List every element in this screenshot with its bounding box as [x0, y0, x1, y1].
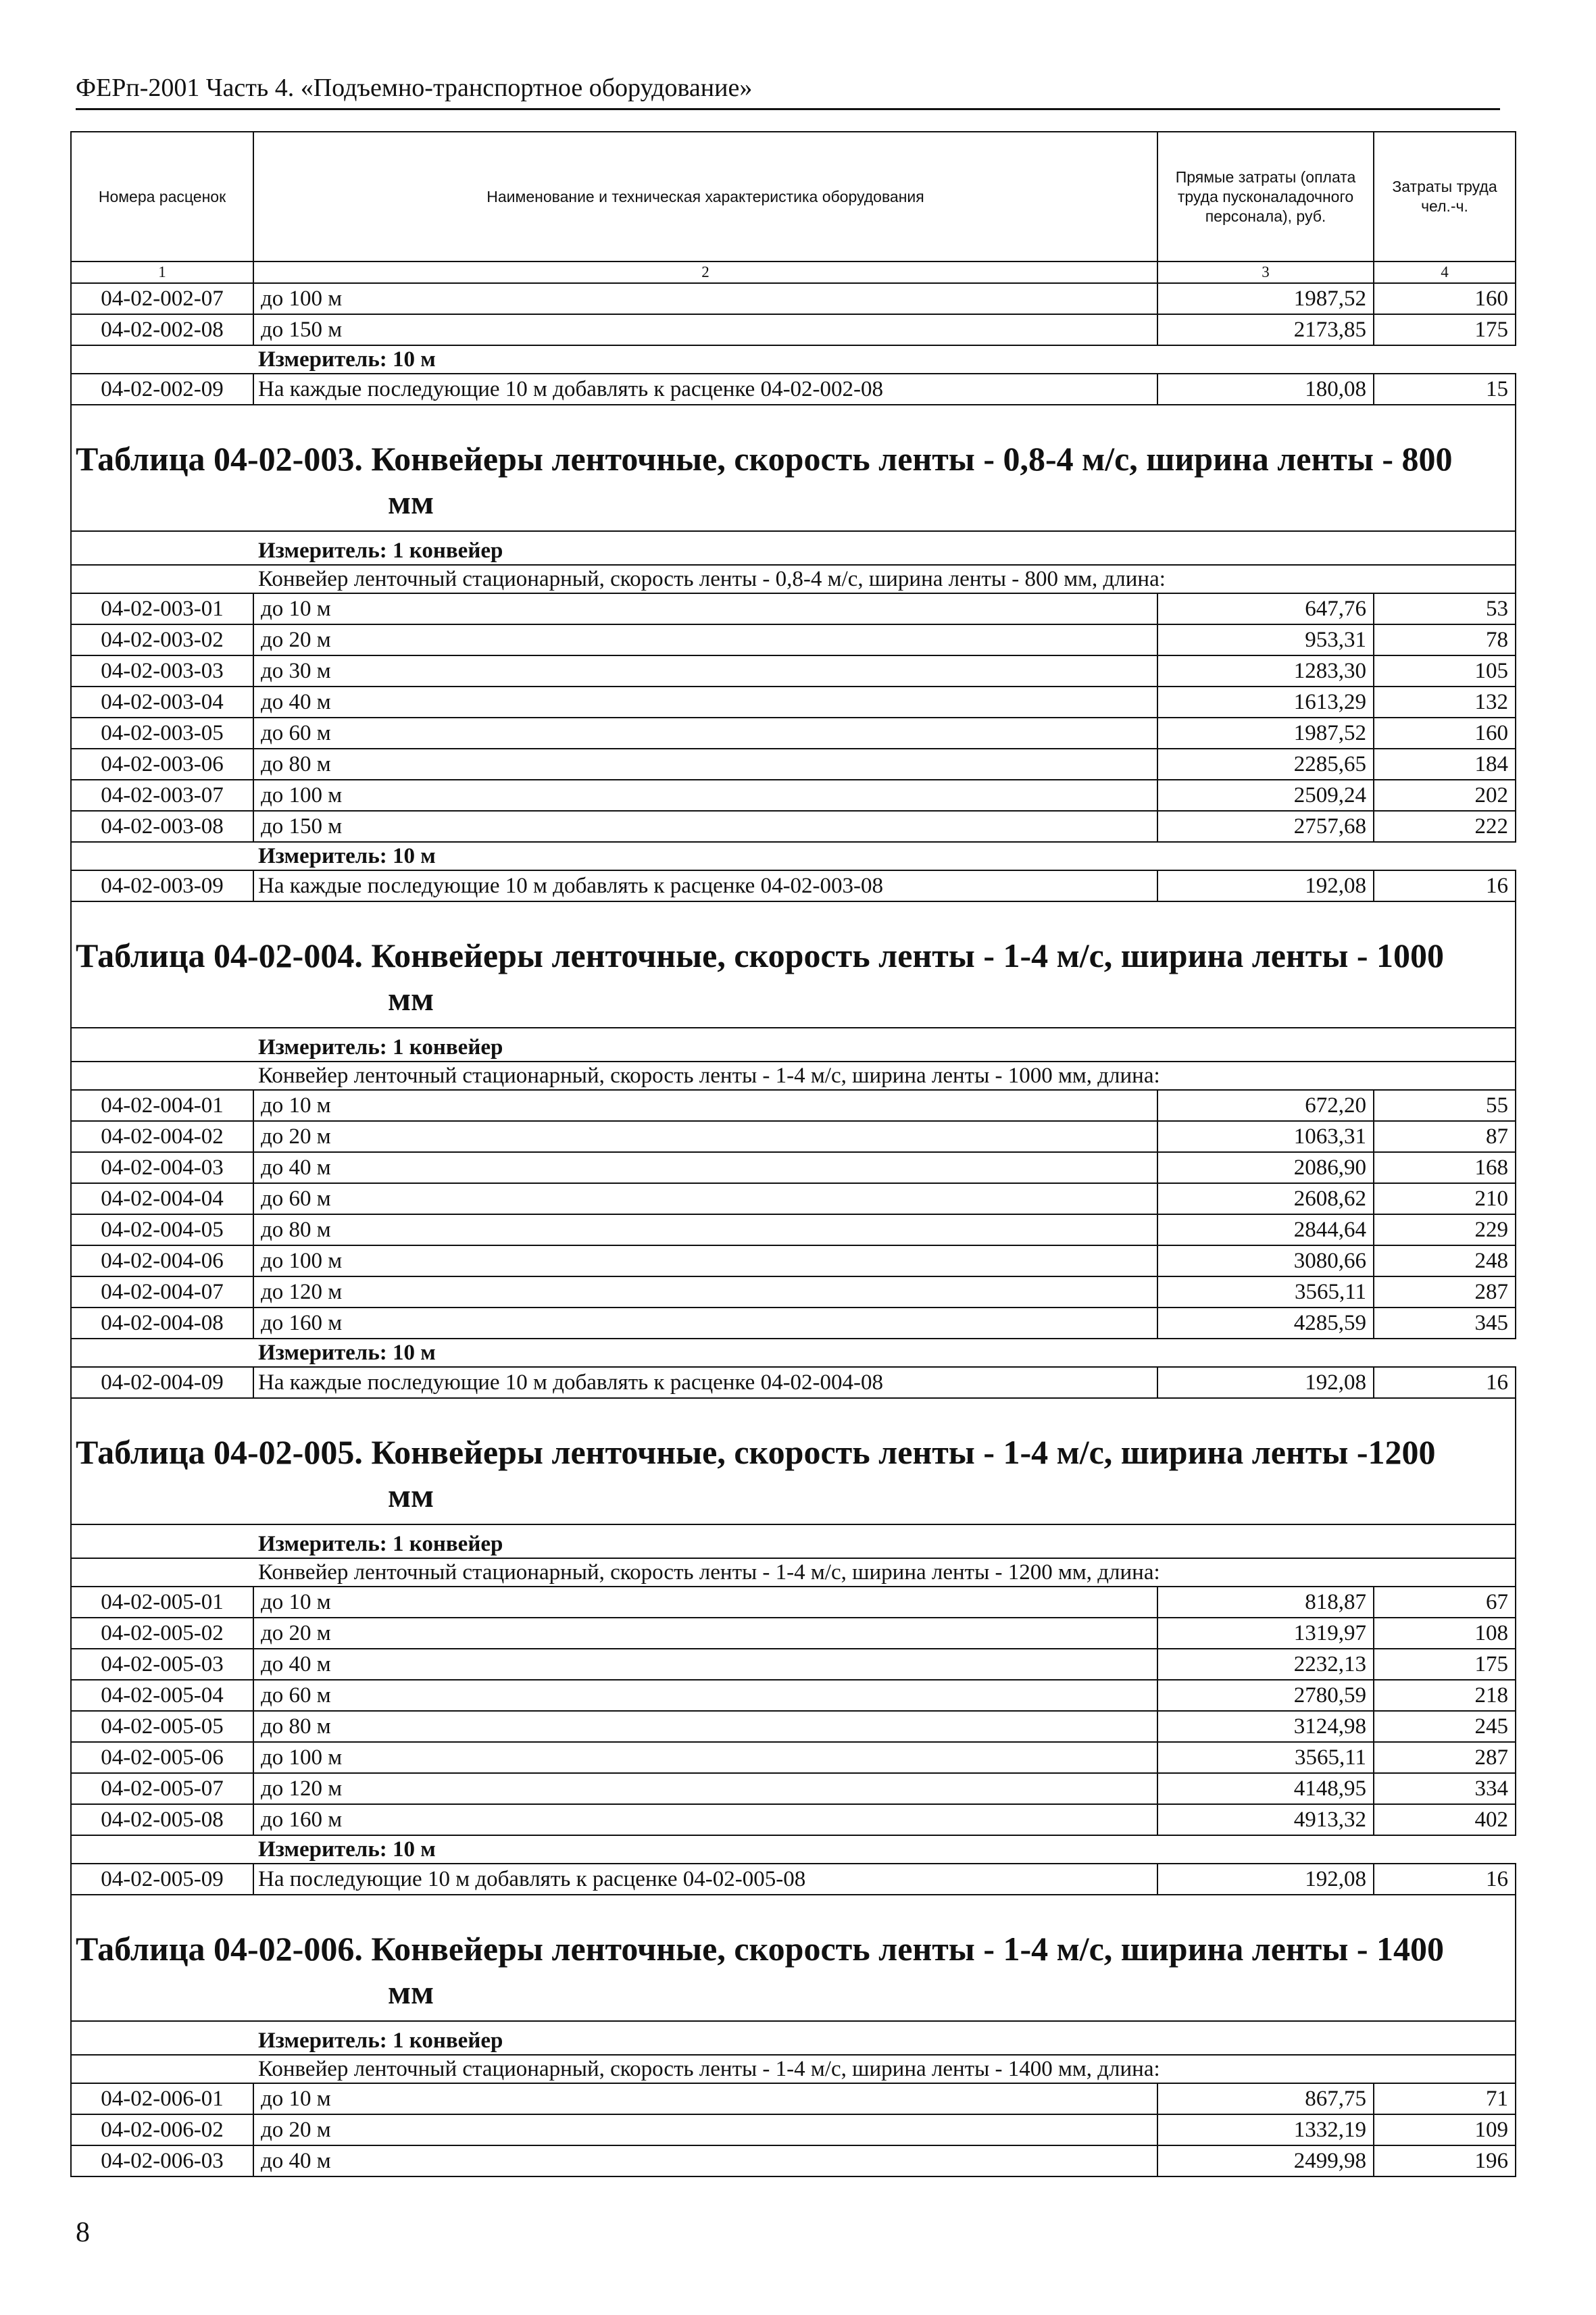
rate-code: 04-02-003-08 — [71, 811, 253, 842]
measure-label: Измеритель: 10 м — [71, 1835, 1516, 1864]
table-row — [71, 1121, 1516, 1152]
table-title-line: Таблица 04-02-005. Конвейеры ленточные, скорость ленты - 1-4 м/с, ширина ленты -1200 — [76, 1433, 1436, 1471]
description-row — [71, 2055, 1516, 2083]
rate-code: 04-02-005-05 — [71, 1711, 253, 1742]
rate-code: 04-02-005-08 — [71, 1804, 253, 1835]
equipment-name: до 40 м — [253, 1649, 1157, 1680]
measure-label: Измеритель: 1 конвейер — [71, 1028, 1516, 1062]
table-row — [71, 1804, 1516, 1835]
equipment-name: до 10 м — [253, 1587, 1157, 1618]
labor-cost: 175 — [1374, 314, 1516, 345]
table-title-row — [71, 405, 1516, 531]
column-header-code: Номера расценок — [71, 132, 253, 262]
labor-cost: 53 — [1374, 593, 1516, 624]
table-row — [71, 1711, 1516, 1742]
measure-label: Измеритель: 1 конвейер — [71, 531, 1516, 565]
table-row — [71, 1308, 1516, 1339]
rate-code: 04-02-005-07 — [71, 1773, 253, 1804]
labor-cost: 287 — [1374, 1276, 1516, 1308]
table-title-unit: мм — [388, 483, 434, 521]
direct-cost: 2173,85 — [1157, 314, 1374, 345]
direct-cost: 192,08 — [1157, 1367, 1374, 1398]
column-header-labor: Затраты труда чел.-ч. — [1374, 132, 1516, 262]
equipment-name: до 150 м — [253, 811, 1157, 842]
table-title-unit: мм — [388, 1476, 434, 1514]
table-row — [71, 1152, 1516, 1183]
table-row — [71, 1245, 1516, 1276]
direct-cost: 2285,65 — [1157, 749, 1374, 780]
rate-code: 04-02-003-03 — [71, 655, 253, 687]
labor-cost: 108 — [1374, 1618, 1516, 1649]
rate-code: 04-02-006-02 — [71, 2114, 253, 2145]
labor-cost: 16 — [1374, 1367, 1516, 1398]
table-description: Конвейер ленточный стационарный, скорость ленты - 1-4 м/с, ширина ленты - 1400 мм, длина: — [71, 2055, 1516, 2083]
direct-cost: 1319,97 — [1157, 1618, 1374, 1649]
rate-code: 04-02-005-06 — [71, 1742, 253, 1773]
measure-label: Измеритель: 10 м — [71, 1339, 1516, 1367]
equipment-name: до 10 м — [253, 1090, 1157, 1121]
measure-label: Измеритель: 1 конвейер — [71, 1524, 1516, 1558]
labor-cost: 67 — [1374, 1587, 1516, 1618]
equipment-name: На каждые последующие 10 м добавлять к расценке 04-02-003-08 — [253, 870, 1157, 901]
labor-cost: 196 — [1374, 2145, 1516, 2176]
equipment-name: до 20 м — [253, 624, 1157, 655]
labor-cost: 160 — [1374, 718, 1516, 749]
measure-row — [71, 531, 1516, 565]
table-title-row — [71, 1398, 1516, 1524]
labor-cost: 334 — [1374, 1773, 1516, 1804]
measure-row — [71, 2021, 1516, 2055]
rate-code: 04-02-003-07 — [71, 780, 253, 811]
equipment-name: до 120 м — [253, 1773, 1157, 1804]
direct-cost: 2757,68 — [1157, 811, 1374, 842]
equipment-name: до 150 м — [253, 314, 1157, 345]
equipment-name: до 80 м — [253, 1711, 1157, 1742]
labor-cost: 105 — [1374, 655, 1516, 687]
labor-cost: 160 — [1374, 283, 1516, 314]
table-row — [71, 749, 1516, 780]
direct-cost: 672,20 — [1157, 1090, 1374, 1121]
labor-cost: 16 — [1374, 870, 1516, 901]
rate-code: 04-02-005-01 — [71, 1587, 253, 1618]
rate-code: 04-02-002-07 — [71, 283, 253, 314]
labor-cost: 222 — [1374, 811, 1516, 842]
labor-cost: 218 — [1374, 1680, 1516, 1711]
measure-label: Измеритель: 10 м — [71, 842, 1516, 870]
labor-cost: 184 — [1374, 749, 1516, 780]
labor-cost: 109 — [1374, 2114, 1516, 2145]
measure-row — [71, 345, 1516, 374]
column-number: 4 — [1374, 262, 1516, 283]
equipment-name: На каждые последующие 10 м добавлять к расценке 04-02-002-08 — [253, 374, 1157, 405]
column-number: 1 — [71, 262, 253, 283]
rate-code: 04-02-004-04 — [71, 1183, 253, 1214]
description-row — [71, 565, 1516, 593]
column-header-row — [71, 132, 1516, 262]
direct-cost: 2499,98 — [1157, 2145, 1374, 2176]
labor-cost: 16 — [1374, 1864, 1516, 1895]
labor-cost: 248 — [1374, 1245, 1516, 1276]
labor-cost: 71 — [1374, 2083, 1516, 2114]
labor-cost: 210 — [1374, 1183, 1516, 1214]
equipment-name: до 80 м — [253, 1214, 1157, 1245]
rate-code: 04-02-003-09 — [71, 870, 253, 901]
rate-code: 04-02-002-08 — [71, 314, 253, 345]
direct-cost: 2086,90 — [1157, 1152, 1374, 1183]
labor-cost: 87 — [1374, 1121, 1516, 1152]
direct-cost: 1987,52 — [1157, 283, 1374, 314]
page-header: ФЕРп-2001 Часть 4. «Подъемно-транспортное оборудование» — [76, 70, 1500, 110]
equipment-name: до 40 м — [253, 1152, 1157, 1183]
table-row — [71, 1680, 1516, 1711]
labor-cost: 402 — [1374, 1804, 1516, 1835]
equipment-name: до 40 м — [253, 687, 1157, 718]
column-header-cost: Прямые затраты (оплата труда пусконаладочного персонала), руб. — [1157, 132, 1374, 262]
table-row — [71, 374, 1516, 405]
labor-cost: 175 — [1374, 1649, 1516, 1680]
direct-cost: 2509,24 — [1157, 780, 1374, 811]
equipment-name: до 20 м — [253, 1618, 1157, 1649]
direct-cost: 180,08 — [1157, 374, 1374, 405]
direct-cost: 953,31 — [1157, 624, 1374, 655]
table-row — [71, 1618, 1516, 1649]
table-title-row — [71, 901, 1516, 1028]
table-row — [71, 687, 1516, 718]
rate-code: 04-02-004-08 — [71, 1308, 253, 1339]
column-number: 3 — [1157, 262, 1374, 283]
labor-cost: 78 — [1374, 624, 1516, 655]
table-row — [71, 1367, 1516, 1398]
direct-cost: 2780,59 — [1157, 1680, 1374, 1711]
equipment-name: до 10 м — [253, 2083, 1157, 2114]
equipment-name: до 60 м — [253, 1680, 1157, 1711]
equipment-name: до 60 м — [253, 1183, 1157, 1214]
table-title — [71, 1398, 1516, 1524]
table-row — [71, 1587, 1516, 1618]
table-row — [71, 780, 1516, 811]
direct-cost: 3080,66 — [1157, 1245, 1374, 1276]
direct-cost: 192,08 — [1157, 870, 1374, 901]
rate-code: 04-02-004-02 — [71, 1121, 253, 1152]
equipment-name: до 100 м — [253, 1742, 1157, 1773]
direct-cost: 867,75 — [1157, 2083, 1374, 2114]
rate-code: 04-02-003-06 — [71, 749, 253, 780]
labor-cost: 287 — [1374, 1742, 1516, 1773]
direct-cost: 3124,98 — [1157, 1711, 1374, 1742]
table-row — [71, 314, 1516, 345]
rate-code: 04-02-006-03 — [71, 2145, 253, 2176]
labor-cost: 202 — [1374, 780, 1516, 811]
labor-cost: 345 — [1374, 1308, 1516, 1339]
table-row — [71, 1864, 1516, 1895]
labor-cost: 245 — [1374, 1711, 1516, 1742]
equipment-name: до 100 м — [253, 1245, 1157, 1276]
direct-cost: 4913,32 — [1157, 1804, 1374, 1835]
rate-code: 04-02-004-06 — [71, 1245, 253, 1276]
price-table — [70, 131, 1516, 2177]
table-row — [71, 718, 1516, 749]
table-row — [71, 283, 1516, 314]
equipment-name: до 60 м — [253, 718, 1157, 749]
direct-cost: 1987,52 — [1157, 718, 1374, 749]
direct-cost: 4148,95 — [1157, 1773, 1374, 1804]
rate-code: 04-02-003-04 — [71, 687, 253, 718]
equipment-name: до 120 м — [253, 1276, 1157, 1308]
direct-cost: 2608,62 — [1157, 1183, 1374, 1214]
equipment-name: до 10 м — [253, 593, 1157, 624]
table-row — [71, 2114, 1516, 2145]
direct-cost: 192,08 — [1157, 1864, 1374, 1895]
table-description: Конвейер ленточный стационарный, скорость ленты - 1-4 м/с, ширина ленты - 1000 мм, длина: — [71, 1062, 1516, 1090]
direct-cost: 3565,11 — [1157, 1742, 1374, 1773]
column-header-name: Наименование и техническая характеристика оборудования — [253, 132, 1157, 262]
table-row — [71, 624, 1516, 655]
rate-code: 04-02-003-05 — [71, 718, 253, 749]
labor-cost: 229 — [1374, 1214, 1516, 1245]
measure-label: Измеритель: 10 м — [71, 345, 1516, 374]
page-number: 8 — [76, 2217, 90, 2248]
equipment-name: На каждые последующие 10 м добавлять к расценке 04-02-004-08 — [253, 1367, 1157, 1398]
description-row — [71, 1558, 1516, 1587]
table-title-line: Таблица 04-02-003. Конвейеры ленточные, скорость ленты - 0,8-4 м/с, ширина ленты - 800 — [76, 440, 1453, 478]
column-number-row — [71, 262, 1516, 283]
column-number: 2 — [253, 262, 1157, 283]
rate-code: 04-02-004-03 — [71, 1152, 253, 1183]
table-title — [71, 901, 1516, 1028]
table-row — [71, 2145, 1516, 2176]
rate-code: 04-02-003-02 — [71, 624, 253, 655]
equipment-name: до 20 м — [253, 1121, 1157, 1152]
labor-cost: 132 — [1374, 687, 1516, 718]
table-row — [71, 2083, 1516, 2114]
table-title-line: Таблица 04-02-004. Конвейеры ленточные, скорость ленты - 1-4 м/с, ширина ленты - 1000 — [76, 937, 1445, 974]
direct-cost: 818,87 — [1157, 1587, 1374, 1618]
equipment-name: до 160 м — [253, 1308, 1157, 1339]
table-row — [71, 655, 1516, 687]
direct-cost: 2232,13 — [1157, 1649, 1374, 1680]
direct-cost: 1063,31 — [1157, 1121, 1374, 1152]
table-row — [71, 870, 1516, 901]
rate-code: 04-02-005-03 — [71, 1649, 253, 1680]
table-title-unit: мм — [388, 980, 434, 1018]
direct-cost: 1332,19 — [1157, 2114, 1374, 2145]
direct-cost: 4285,59 — [1157, 1308, 1374, 1339]
table-description: Конвейер ленточный стационарный, скорость ленты - 1-4 м/с, ширина ленты - 1200 мм, длина: — [71, 1558, 1516, 1587]
equipment-name: до 80 м — [253, 749, 1157, 780]
rate-code: 04-02-005-09 — [71, 1864, 253, 1895]
description-row — [71, 1062, 1516, 1090]
rate-code: 04-02-006-01 — [71, 2083, 253, 2114]
direct-cost: 3565,11 — [1157, 1276, 1374, 1308]
table-row — [71, 593, 1516, 624]
table-row — [71, 1649, 1516, 1680]
table-title-unit: мм — [388, 1973, 434, 2011]
measure-row — [71, 1028, 1516, 1062]
table-row — [71, 811, 1516, 842]
equipment-name: На последующие 10 м добавлять к расценке 04-02-005-08 — [253, 1864, 1157, 1895]
table-row — [71, 1183, 1516, 1214]
rate-code: 04-02-004-09 — [71, 1367, 253, 1398]
rate-code: 04-02-005-02 — [71, 1618, 253, 1649]
equipment-name: до 160 м — [253, 1804, 1157, 1835]
direct-cost: 2844,64 — [1157, 1214, 1374, 1245]
table-row — [71, 1742, 1516, 1773]
measure-row — [71, 1835, 1516, 1864]
table-row — [71, 1773, 1516, 1804]
rate-code: 04-02-002-09 — [71, 374, 253, 405]
measure-row — [71, 1524, 1516, 1558]
table-row — [71, 1090, 1516, 1121]
labor-cost: 168 — [1374, 1152, 1516, 1183]
labor-cost: 55 — [1374, 1090, 1516, 1121]
table-row — [71, 1214, 1516, 1245]
rate-code: 04-02-005-04 — [71, 1680, 253, 1711]
equipment-name: до 100 м — [253, 780, 1157, 811]
rate-code: 04-02-004-01 — [71, 1090, 253, 1121]
rate-code: 04-02-004-07 — [71, 1276, 253, 1308]
direct-cost: 1613,29 — [1157, 687, 1374, 718]
equipment-name: до 100 м — [253, 283, 1157, 314]
equipment-name: до 40 м — [253, 2145, 1157, 2176]
measure-row — [71, 842, 1516, 870]
equipment-name: до 30 м — [253, 655, 1157, 687]
table-title-line: Таблица 04-02-006. Конвейеры ленточные, скорость ленты - 1-4 м/с, ширина ленты - 1400 — [76, 1930, 1445, 1968]
table-title — [71, 1895, 1516, 2021]
rate-code: 04-02-003-01 — [71, 593, 253, 624]
table-title — [71, 405, 1516, 531]
rate-code: 04-02-004-05 — [71, 1214, 253, 1245]
measure-label: Измеритель: 1 конвейер — [71, 2021, 1516, 2055]
direct-cost: 1283,30 — [1157, 655, 1374, 687]
labor-cost: 15 — [1374, 374, 1516, 405]
table-row — [71, 1276, 1516, 1308]
price-table-body — [71, 132, 1516, 2176]
table-title-row — [71, 1895, 1516, 2021]
direct-cost: 647,76 — [1157, 593, 1374, 624]
table-description: Конвейер ленточный стационарный, скорость ленты - 0,8-4 м/с, ширина ленты - 800 мм, длина: — [71, 565, 1516, 593]
equipment-name: до 20 м — [253, 2114, 1157, 2145]
measure-row — [71, 1339, 1516, 1367]
